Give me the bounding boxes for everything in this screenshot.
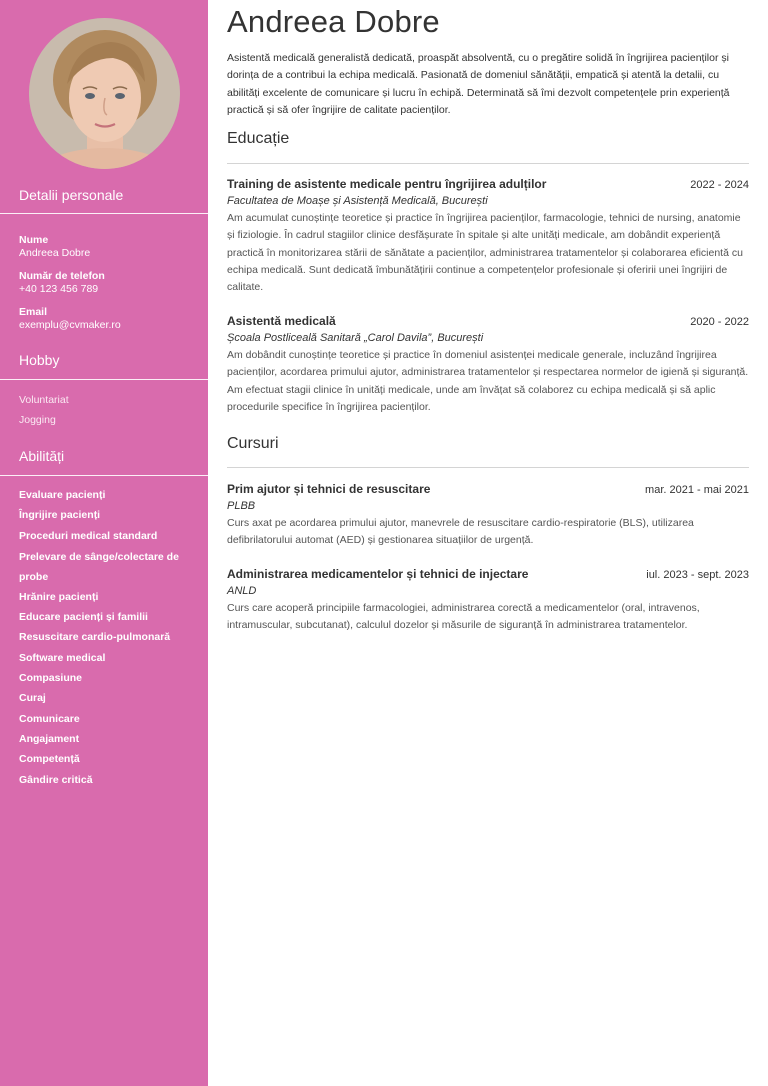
skill-item: Resuscitare cardio-pulmonară: [19, 631, 171, 644]
skill-item: Gândire critică: [19, 773, 93, 786]
education-entry: [227, 314, 749, 416]
email-value: exemplu@cvmaker.ro: [19, 319, 121, 331]
hobby-list: [19, 394, 208, 434]
sidebar: [0, 0, 208, 1086]
personal-details-list: [19, 234, 208, 342]
phone-label: Număr de telefon: [19, 270, 105, 282]
name-label: Nume: [19, 234, 49, 246]
personal-details-section: [19, 187, 208, 203]
skill-item: Proceduri medical standard: [19, 529, 158, 542]
education-entry: [227, 177, 749, 296]
skill-item: Îngrijire pacienți: [19, 509, 101, 522]
entry-institution: ANLD: [227, 585, 257, 597]
entry-description: Am acumulat cunoștințe teoretice și practice în îngrijirea pacienților, farmacologie, tehnici de nursing, anatomie și fiziologie. În cadrul stagiilor clinice desfășurate în spitale și alte unități medicale, am dobândit experiență practică în monitorizarea stării de sănătate a pacienților, administrarea tratamentelor și colaborarea eficientă cu echipa medicală. Sunt dedicată îmbunătățirii continue a competențelor profesionale și oferirii unei îngrijiri de calitate.: [227, 212, 743, 294]
skill-item: Curaj: [19, 692, 46, 705]
entry-description: Curs care acoperă principiile farmacologiei, administrarea corectă a medicamentelor (oral, intravenos, intramuscular, subcutanat), calculul dozelor și măsurile de siguranță în administrarea tratamentelor.: [227, 602, 700, 632]
skills-divider: [0, 475, 208, 476]
entry-date: 2020 - 2022: [690, 316, 749, 328]
education-divider: [227, 163, 749, 164]
name-value: Andreea Dobre: [19, 247, 91, 259]
skills-section: [19, 448, 208, 464]
skills-title: Abilități: [19, 448, 65, 464]
skill-item: Educare pacienți și familii: [19, 611, 148, 624]
entry-title: Training de asistente medicale pentru îngrijirea adulților: [227, 177, 547, 191]
hobby-title: Hobby: [19, 352, 60, 368]
entry-date: mar. 2021 - mai 2021: [645, 484, 749, 496]
avatar-portrait: [29, 18, 180, 169]
entry-institution: Facultatea de Moașe și Asistență Medicală, București: [227, 195, 488, 207]
hobby-item: Voluntariat: [19, 394, 69, 406]
skill-item: Competență: [19, 753, 80, 766]
skill-item: Compasiune: [19, 672, 83, 685]
entry-date: iul. 2023 - sept. 2023: [646, 569, 749, 581]
skill-item: Hrănire pacienți: [19, 590, 99, 603]
course-entry: [227, 567, 749, 635]
entry-title: Asistentă medicală: [227, 314, 336, 328]
skill-item: Comunicare: [19, 712, 80, 725]
courses-divider: [227, 467, 749, 468]
personal-details-title: Detalii personale: [19, 187, 124, 203]
entry-institution: Școala Postliceală Sanitară „Carol Davila”, București: [227, 332, 484, 344]
phone-value: +40 123 456 789: [19, 283, 99, 295]
skill-item: Software medical: [19, 651, 106, 664]
email-label: Email: [19, 306, 48, 318]
personal-details-divider: [0, 213, 208, 214]
profile-summary: Asistentă medicală generalistă dedicată, proaspăt absolventă, cu o pregătire solidă în îngrijirea pacienților și dorința de a contribui la echipa medicală. Pasionată de domeniul sănătății, empatică și atentă la detalii, cu abilități excelente de comunicare și lucru în echipă. Determinată să îmi dezvolt competențele prin experiență practică și să ofer îngrijire de calitate pacienților.: [227, 52, 730, 116]
entry-title: Administrarea medicamentelor și tehnici de injectare: [227, 567, 529, 581]
courses-title: Cursuri: [227, 435, 279, 452]
entry-description: Am dobândit cunoștințe teoretice și practice în domeniul asistenței medicale generale, incluzând îngrijirea pacienților, acordarea primului ajutor, administrarea tratamentelor și respectarea normelor de igienă și siguranță. Am efectuat stagii clinice în unități medicale, unde am învățat să colaborez cu echipa medicală și să aplic procedurile specifice în îngrijirea pacienților.: [227, 349, 749, 413]
skill-item: Angajament: [19, 732, 80, 745]
skill-item: Prelevare de sânge/colectare de probe: [19, 550, 179, 583]
hobby-divider: [0, 379, 208, 380]
hobby-item: Jogging: [19, 414, 56, 426]
profile-photo: [29, 18, 180, 169]
skill-item: Evaluare pacienți: [19, 489, 106, 501]
entry-title: Prim ajutor și tehnici de resuscitare: [227, 482, 431, 496]
entry-institution: PLBB: [227, 500, 256, 512]
hobby-section: [19, 352, 208, 368]
candidate-name: Andreea Dobre: [227, 4, 440, 39]
education-title: Educație: [227, 130, 290, 147]
entry-description: Curs axat pe acordarea primului ajutor, manevrele de resuscitare cardio-respiratorie (BLS), utilizarea defibrilatorului automat (AED) și gestionarea situațiilor de urgență.: [227, 517, 694, 547]
skills-list: [19, 489, 189, 794]
entry-date: 2022 - 2024: [690, 179, 749, 191]
course-entry: [227, 482, 749, 550]
